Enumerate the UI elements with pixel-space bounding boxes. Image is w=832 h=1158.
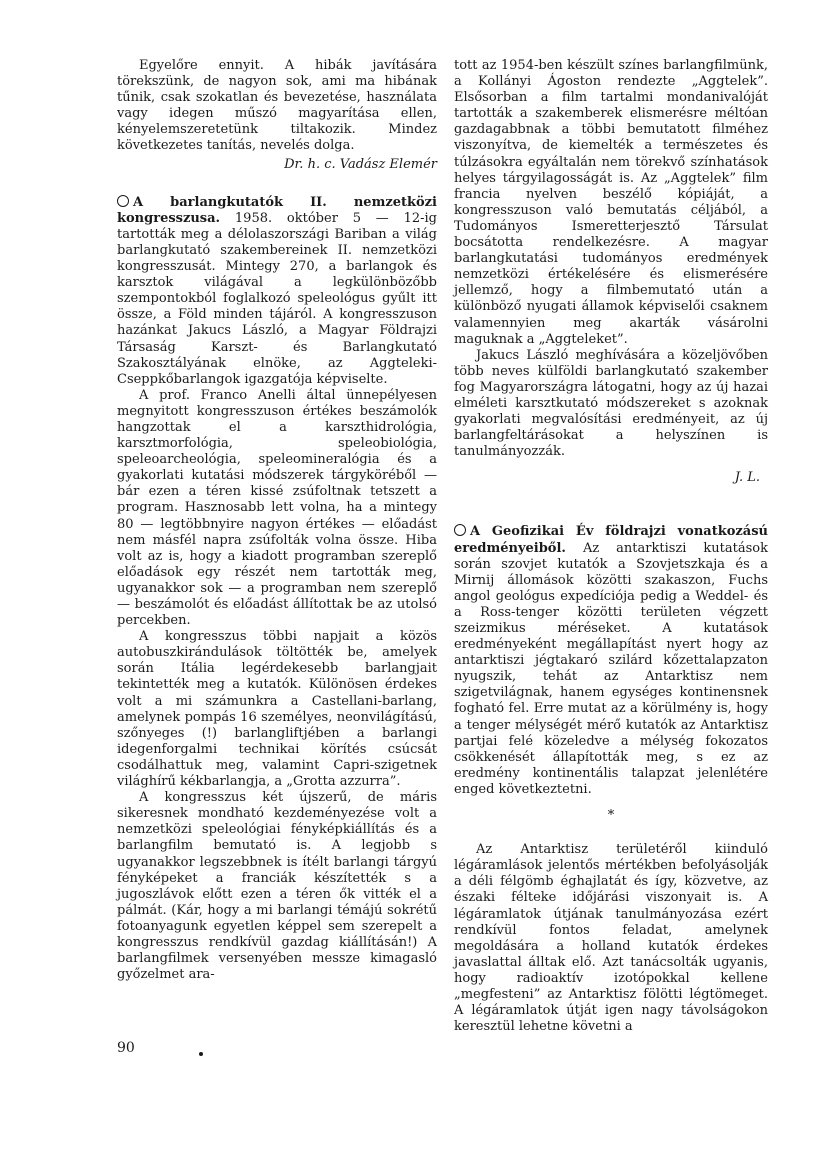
paragraph-congress-2: A prof. Franco Anelli által ünnepélyesen megnyitott kongresszuson értékes beszámolók hangzottak el a karszthidrológia, karsztmorfológia, speleobiológia, speleoarcheológia, speleomineralógia és a gyakorlati kutatási módszerek tárgyköréből — bár ezen a téren kissé zsúfoltnak tetszett a program. Hasznosabb lett volna, ha a mintegy 80 — legtöbbnyire nagyon értékes — előadást nem másfél napra zsúfolták volna össze. Hiba volt az is, hogy a kiadott programban szereplő előadások egy részét nem tartották meg, ugyanakkor sok — a programban nem szereplő — beszámolót és előadást állítottak be az utolsó percekben. [117, 387, 437, 629]
paragraph-congress-3: A kongresszus többi napjait a közös autobuszkirándulások töltötték be, amelyek során Itália legérdekesebb barlangjait tekintették meg a kutatók. Különösen érdekes volt a mi számunkra a Castellani-barlang, amelynek pompás 16 személyes, neonvilágítású, szőnyeges (!) barlangliftjében a barlangi idegenforgalmi technikai körítés csúcsát csodálhattuk meg, valamint Capri-szigetnek világhírű kékbarlangja, a „Grotta azzurra”. [117, 629, 437, 790]
section-geophysical [454, 524, 768, 798]
paragraph-film: tott az 1954-ben készült színes barlangfilmünk, a Kollányi Ágoston rendezte „Aggtelek”. Elsősorban a film tartalmi mondanivalóját tartották a szakemberek elismerésre méltóan gazdagabbnak a többi bemutatott filméhez viszonyítva, de kiemelték a természetes és túlzásokra egyáltalán nem törekvő színhatások helyes tárgyilagosságát is. Az „Aggtelek” film francia nyelven beszélő kópiáját, a kongresszuson való bemutatás céljából, a Tudományos Ismeretterjesztő Társulat bocsátotta rendelkezésre. A magyar barlangkutatási tudományos eredmények nemzetközi értékelésére és elismerésére jellemző, hogy a filmbemutató után a különböző nyugati államok képviselői csaknem valamennyien meg akarták vásárolni maguknak a „Aggteleket”. [454, 58, 768, 347]
section-congress [117, 195, 437, 388]
paragraph-intro: Egyelőre ennyit. A hibák javítására törekszünk, de nagyon sok, ami ma hibának tűnik, csak szokatlan és bevezetése, használata vagy idegen műszó magyarítása ellen, kényelemszeretetünk tiltakozik. Mindez következetes tanítás, nevelés dolga. [117, 58, 437, 154]
section-geophysical-text: Az antarktiszi kutatások során szovjet kutatók a Szovjetszkaja és a Mirnij állomások közötti szakaszon, Fuchs angol geológus expedíciója pedig a Weddel- és a Ross-tenger közötti területen végzett szeizmikus méréseket. A kutatások eredményeként megállapítást nyert hogy az antarktiszi jégtakaró szilárd kőzettalapzaton nyugszik, tehát az Antarktisz nem szigetvilágnak, hanem egységes kontinensnek fogható fel. Erre mutat az a körülmény is, hogy a tenger mélységét mérő kutatók az Antarktisz partjai felé közeledve a mélység fokozatos csökkenését állapították meg, s ez az eredmény kontinentális talapzat jelenlétére enged következtetni. [454, 540, 768, 797]
section-heading-congress: A barlangkutatók II. nemzetközi kongresszusa. [117, 194, 437, 226]
page-mark-dot [199, 1052, 203, 1056]
circle-bullet-icon [117, 195, 129, 207]
circle-bullet-icon [454, 524, 466, 536]
paragraph-airflow: Az Antarktisz területéről kiinduló légáramlások jelentős mértékben befolyásolják a déli félgömb éghajlatát és így, közvetve, az északi féltekе időjárási viszonyait is. A légáramlatok útjának tanulmányozása ezért rendkívül fontos feladat, amelynek megoldására a holland kutatók érdekes javaslattal álltak elő. Azt tanácsolták ugyanis, hogy radioaktív izotópokkal kellene „megfesteni” az Antarktisz fölötti légtömeget. A légáramlatok útját igen nagy távolságokon keresztül lehetne követni a [454, 842, 768, 1035]
author-initials: J. L. [734, 470, 760, 486]
signature: Dr. h. c. Vadász Elemér [284, 156, 437, 172]
section-congress-text: 1958. október 5 — 12-ig tartották meg a délolaszországi Bariban a világ barlangkutató szakembereinek II. nemzetközi kongresszusát. Mintegy 270, a barlangok és karsztok világával a legkülönbözőbb szempontokból foglalkozó speleológus gyűlt itt össze, a Föld minden tájáról. A kongresszuson hazánkat Jakucs László, a Magyar Földrajzi Társaság Karszt- és Barlangkutató Szakosztályának elnöke, az Aggteleki-Cseppkőbarlangok igazgatója képviselte. [117, 210, 437, 387]
page-number: 90 [117, 1040, 135, 1056]
right-column [454, 58, 768, 1035]
paragraph-visit: Jakucs László meghívására a közeljövőben több neves külföldi barlangkutató szakember fog Magyarországra látogatni, hogy az új hazai elméleti karsztkutató módszereket s azoknak gyakorlati megvalósítási eredményeit, az új barlangfeltárásokat a helyszínen is tanulmányozzák. [454, 347, 768, 460]
section-heading-geophysical: A Geofizikai Év földrajzi vonatkozású eredményeiből. [454, 524, 768, 556]
section-separator-star: * [607, 808, 615, 824]
left-column [117, 58, 437, 983]
paragraph-congress-4: A kongresszus két újszerű, de máris sikeresnek mondható kezdeményezése volt a nemzetközi speleológiai fényképkiállítás és a barlangfilm bemutató is. A legjobb s ugyanakkor legszebbnek is ítélt barlangi tárgyú fényképeket a franciák készítették s a jugoszlávok előtt ezen a téren ők vitték el a pálmát. (Kár, hogy a mi barlangi témájú sokrétű fotoanyagunk egyetlen képpel sem szerepelt a kongresszus rendkívül gazdag kiállításán!) A barlangfilmek versenyében messze kimagasló győzelmet ara- [117, 790, 437, 983]
